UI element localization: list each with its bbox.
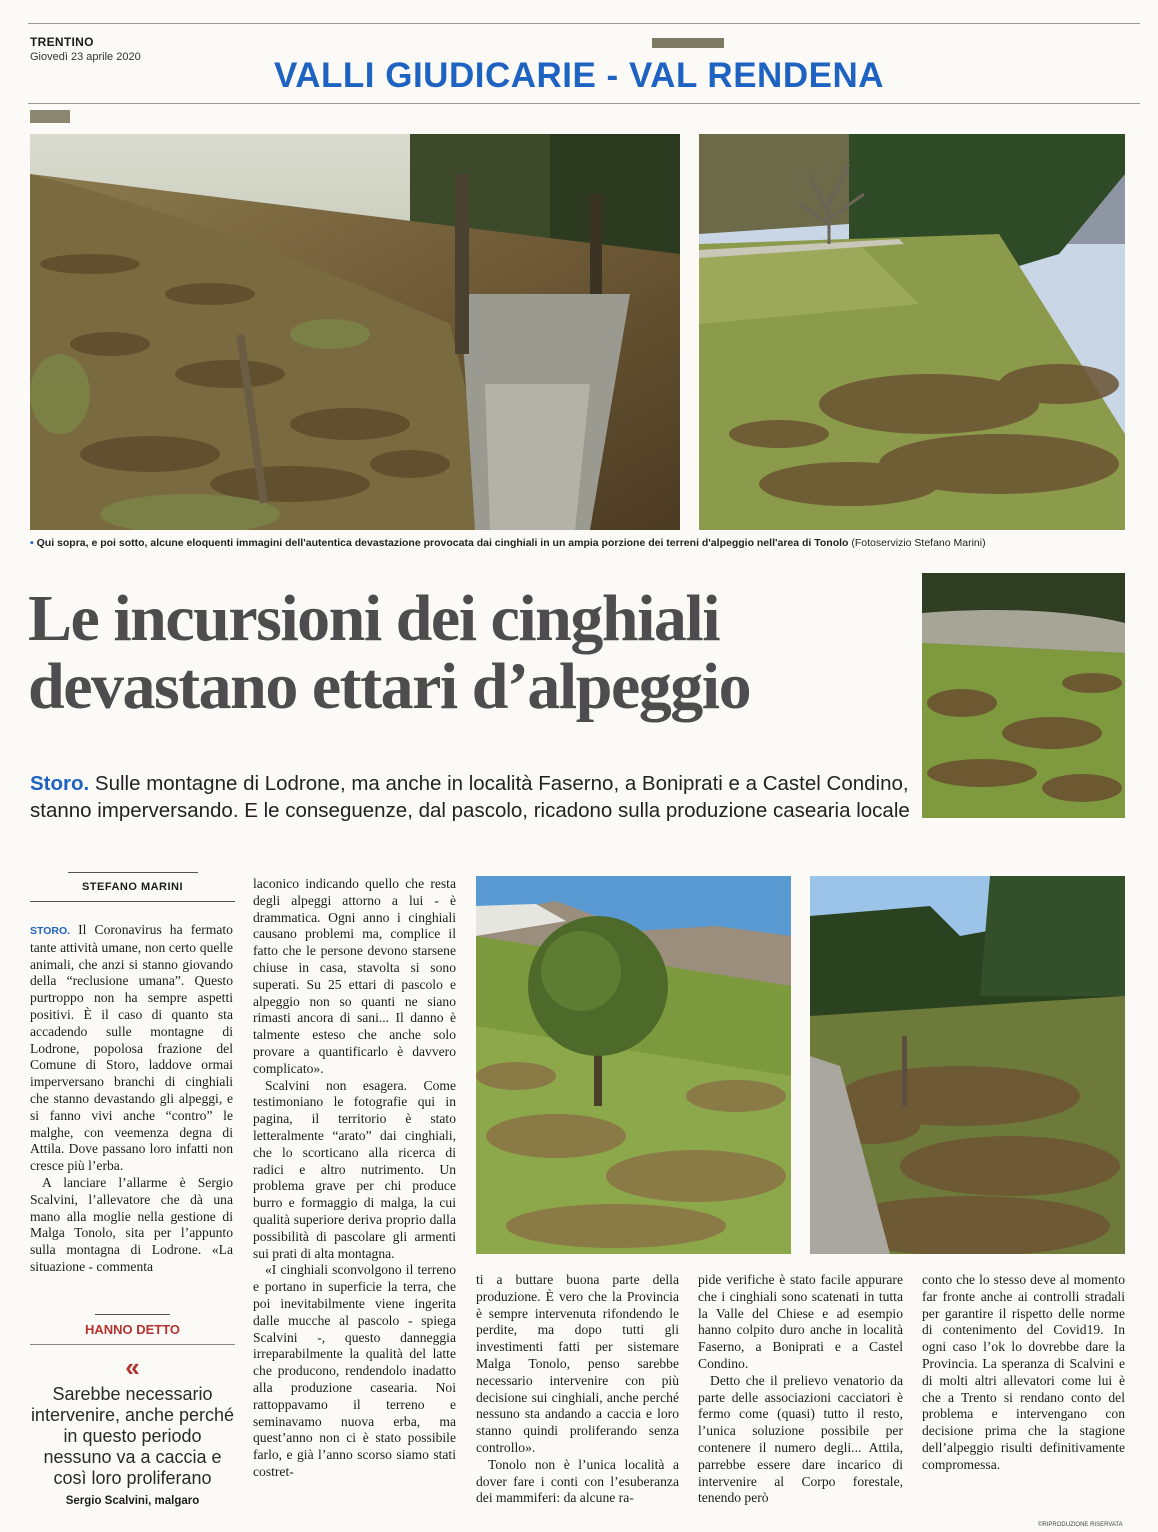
paragraph-text: Il Coronavirus ha fermato tante attività umane, non certo quelle animali, che anzi si stanno giovando della “reclusione umana”. Questo purtroppo non ha sempre aspetti positivi. È il caso di quanto sta accadendo sulle montagne di Lodrone, popolosa frazione del Comune di Storo, laddove ormai imperversano branchi di cinghiali che stanno devastando gli alpeggi, e si fanno vivi anche “contro” le malghe, con veemenza degna di Attila. Dove passano loro infatti non cresce più l’erba. — [30, 922, 233, 1174]
decorative-bar — [30, 110, 70, 123]
section-rule — [28, 103, 1140, 104]
newspaper-name: TRENTINO — [30, 35, 94, 49]
paragraph: conto che lo stesso deve al momento far fronte anche ai controlli stradali per garantire il rispetto delle norme di contenimento del Covid19. In ogni caso l’ok lo dovrebbe dare la Provincia. La speranza di Scalvini e di molti altri allevatori come lui è che a Trento si rendano conto del problema e intervengano con decisione prima che la stagione dell’alpeggio risulti definitivamente compromessa. — [922, 1272, 1125, 1472]
column-3 — [476, 1272, 679, 1507]
photo-damaged-meadow — [922, 573, 1125, 818]
caption-bullet: • — [30, 537, 34, 549]
deck-text: Sulle montagne di Lodrone, ma anche in località Faserno, a Boniprati e a Castel Condino, stanno imperversando. E le conseguenze, dal pascolo, ricadono sulla produzione casearia locale — [30, 772, 910, 822]
paragraph: laconico indicando quello che resta degli alpeggi attorno a lui - è drammatica. Ogni anno i cinghiali causano problemi ma, complice il fatto che le persone devono starsene chiuse in casa, stavolta si sono superati. Su 25 ettari di pascolo e alpeggio non so quanti ne siano rimasti ancora di sani... Il danno è talmente esteso che anche solo provare a quantificarlo è davvero complicato». — [253, 876, 456, 1076]
photo-slope-path — [30, 134, 680, 530]
column-2 — [253, 876, 456, 1481]
deck — [30, 770, 910, 824]
author-name: STEFANO MARINI — [81, 881, 184, 893]
paragraph: ti a buttare buona parte della produzione. È vero che la Provincia è sempre intervenuta rifondendo le perdite, ma dopo tutti gli investimenti fatti per sistemare Malga Tonolo, penso sarebbe necessario intervenire con più decisione sui cinghiali, anche perché nessuno sta andando a caccia e loro stanno quindi proliferando senza controllo». — [476, 1272, 679, 1455]
photo-green-slope — [699, 134, 1125, 530]
sidebar-rule-bottom — [30, 1344, 235, 1345]
quote-mark-icon: « — [125, 1352, 140, 1382]
byline-rule — [68, 872, 198, 873]
paragraph: A lanciare l’allarme è Sergio Scalvini, l’allevatore che dà una mano alla moglie nella gestione di Malga Tonolo, sita per l’appunto sulla montagna di Lodrone. «La situazione - commenta — [30, 1174, 233, 1274]
column-4 — [698, 1272, 903, 1507]
top-rule — [28, 23, 1140, 24]
section-tag-bar — [652, 38, 724, 48]
caption-text: Qui sopra, e poi sotto, alcune eloquenti immagini dell'autentica devastazione provocata dai cinghiali in un ampia porzione dei terreni d'alpeggio nell'area di Tonolo — [36, 537, 849, 549]
paragraph — [30, 922, 233, 1175]
sidebar-rule — [95, 1314, 170, 1315]
section-title: VALLI GIUDICARIE - VAL RENDENA — [273, 56, 885, 95]
sidebar-label: HANNO DETTO — [84, 1322, 181, 1337]
paragraph: Detto che il prelievo venatorio da parte delle associazioni cacciatori è fermo come (quasi) tutto il resto, l’unica soluzione possibile per contenere il numero degli... Attila, parrebbe essere dare incarico di intervenire al Corpo forestale, tenendo però — [698, 1372, 903, 1506]
photo-bush-slope — [476, 876, 791, 1254]
dateline: STORO. — [30, 925, 71, 937]
photo-forest-path — [810, 876, 1125, 1254]
copyright-note: ©RIPRODUZIONE RISERVATA — [1038, 1522, 1123, 1528]
caption-credit: (Fotoservizio Stefano Marini) — [851, 537, 986, 549]
headline — [28, 582, 918, 723]
deck-place: Storo. — [30, 772, 90, 795]
paragraph: Scalvini non esagera. Come testimoniano le fotografie qui in pagina, il territorio è stato letteralmente “arato” dai cinghiali, che lo scorticano alla ricerca di radici e altro nutrimento. Un problema grave per chi produce burro e formaggio di malga, la cui qualità superiore deriva proprio dalla possibilità di pascolare gli armenti sui prati di alta montagna. — [253, 1077, 456, 1261]
paragraph: Tonolo non è l’unica località a dover fare i conti con l’esuberanza dei mammiferi: da alcune ra- — [476, 1456, 679, 1506]
paragraph: pide verifiche è stato facile appurare che i cinghiali sono scatenati in tutta la Valle del Chiese e ad esempio hanno colpito duro anche in località Faserno, a Boniprati e a Castel Condino. — [698, 1272, 903, 1371]
column-5 — [922, 1272, 1125, 1474]
issue-date: Giovedì 23 aprile 2020 — [30, 51, 141, 63]
headline-line-1: Le incursioni dei cinghiali — [28, 582, 720, 655]
headline-line-2: devastano ettari d’alpeggio — [28, 650, 751, 723]
quote-author: Sergio Scalvini, malgaro — [65, 1495, 200, 1507]
byline-rule-bottom — [30, 901, 235, 902]
pull-quote: Sarebbe necessario intervenire, anche perché in questo periodo nessuno va a caccia e così loro proliferano — [30, 1384, 235, 1488]
column-1 — [30, 922, 233, 1276]
photo-caption — [30, 537, 1130, 549]
paragraph: «I cinghiali sconvolgono il terreno e portano in superficie la terra, che poi inevitabilmente viene ingerita dalle mucche al pascolo - spiega Scalvini -, questo danneggia irreparabilmente la qualità del latte che producono, rendendolo inadatto alla produzione casearia. Noi rattoppavamo il terreno e seminavamo nuova erba, ma quest’anno non ci è stato possibile farlo, e già l’anno scorso siamo stati costret- — [253, 1262, 456, 1479]
byline — [30, 872, 235, 902]
